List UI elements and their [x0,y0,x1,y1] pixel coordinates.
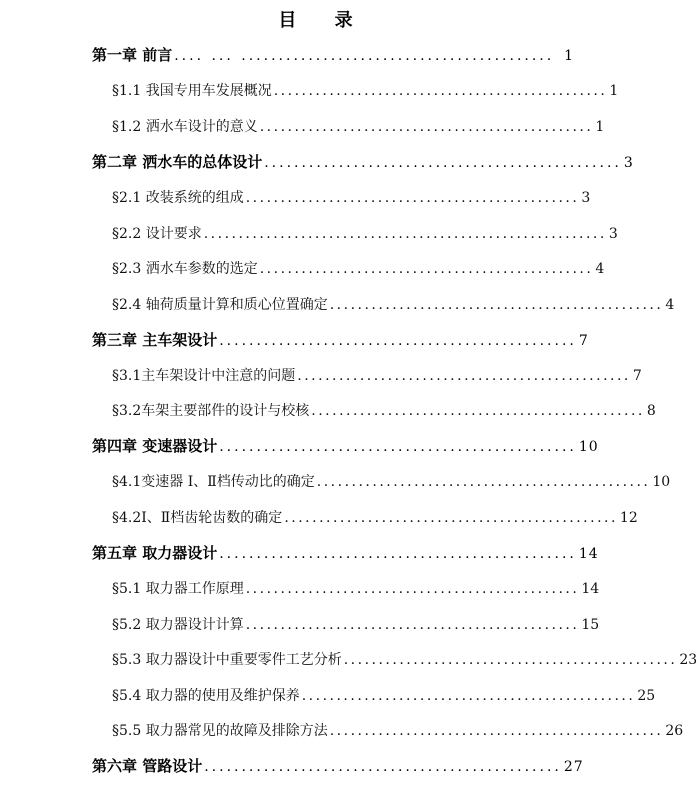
toc-leader-dots: ................................................ [329,723,664,739]
toc-entry-label: §4.1变速器 Ⅰ、Ⅱ档传动比的确定 [112,474,315,490]
toc-page-number: 8 [646,403,656,419]
toc-section-1-2[interactable] [112,116,605,136]
toc-page-number: 27 [563,759,584,775]
toc-leader-dots: ................................................ [219,439,577,455]
toc-leader-dots: .......................................................... [203,226,607,242]
toc-leader-dots: ................................................ [259,119,594,135]
toc-entry-label: 第一章 前言 [92,46,173,64]
toc-page-number: 10 [578,439,599,455]
toc-entry-label: 第二章 洒水车的总体设计 [92,153,263,171]
toc-page-number: 3 [608,226,618,242]
toc-leader-dots: ................................................ [301,688,636,704]
toc-entry-label: §5.4 取力器的使用及维护保养 [112,688,300,704]
toc-section-2-3[interactable] [112,258,605,278]
toc-leader-dots: ................................................ [311,403,645,419]
toc-page-number: 1 [595,119,605,135]
toc-page-number: 26 [665,723,684,739]
toc-chapter-1[interactable] [92,44,574,65]
toc-page-number: 7 [632,368,642,384]
toc-page-number: 14 [581,581,600,597]
toc-section-5-5[interactable] [112,720,684,740]
toc-entry-label: 第三章 主车架设计 [92,331,218,349]
toc-entry-label: §1.1 我国专用车发展概况 [112,83,272,99]
toc-page-number: 1 [564,48,574,64]
toc-chapter-4[interactable] [92,435,599,456]
toc-page-number: 3 [623,155,634,171]
toc-section-4-1[interactable] [112,471,671,491]
toc-leader-dots: ................................................ [259,261,594,277]
toc-entry-label: §5.5 取力器常见的故障及排除方法 [112,723,328,739]
toc-entry-label: §5.3 取力器设计中重要零件工艺分析 [112,652,342,668]
toc-leader-dots: ................................................ [284,510,618,526]
toc-entry-label: §1.2 洒水车设计的意义 [112,119,258,135]
toc-section-3-2[interactable] [112,400,656,420]
toc-leader-dots: ................................................ [329,297,664,313]
toc-chapter-2[interactable] [92,151,634,172]
toc-page-number: 10 [652,474,671,490]
toc-leader-dots: ................................................ [264,155,622,171]
toc-entry-label: §2.1 改装系统的组成 [112,190,244,206]
toc-leader-dots: ................................................ [204,759,562,775]
toc-entry-label: §3.2车架主要部件的设计与校核 [112,403,310,419]
toc-entry-label: §5.2 取力器设计计算 [112,617,244,633]
toc-leader-dots: ................................................ [343,652,678,668]
toc-entry-label: 第六章 管路设计 [92,757,203,775]
toc-entry-label: 第五章 取力器设计 [92,544,218,562]
toc-section-1-1[interactable] [112,80,619,100]
toc-page-number: 3 [581,190,591,206]
toc-chapter-6[interactable] [92,755,584,776]
toc-leader-dots: ................................................ [316,474,651,490]
toc-page-number: 7 [578,333,589,349]
toc-page-number: 25 [637,688,656,704]
toc-leader-dots: ................................................ [245,617,580,633]
toc-page-number: 12 [619,510,638,526]
toc-section-2-4[interactable] [112,294,675,314]
toc-page-number: 23 [679,652,697,668]
toc-section-4-2[interactable] [112,507,638,527]
toc-entry-label: 第四章 变速器设计 [92,437,218,455]
toc-leader-dots: ................................................ [245,190,580,206]
toc-leader-dots: ................................................ [273,83,608,99]
toc-section-5-4[interactable] [112,685,656,705]
toc-page-number: 14 [578,546,599,562]
toc-leader-dots: .... ... .......................................... [174,48,555,64]
toc-leader-dots: ................................................ [219,546,577,562]
toc-page-number: 4 [595,261,605,277]
toc-entry-label: §4.2Ⅰ、Ⅱ档齿轮齿数的确定 [112,510,283,526]
toc-chapter-3[interactable] [92,329,589,350]
toc-section-5-2[interactable] [112,614,600,634]
toc-entry-label: §5.1 取力器工作原理 [112,581,244,597]
toc-page-number: 4 [665,297,675,313]
toc-entry-label: §3.1主车架设计中注意的问题 [112,368,296,384]
toc-title: 目 录 [278,10,369,31]
toc-section-5-1[interactable] [112,578,600,598]
toc-page-number: 1 [609,83,619,99]
toc-leader-dots: ................................................ [219,333,577,349]
toc-chapter-5[interactable] [92,542,599,563]
toc-section-5-3[interactable] [112,649,697,669]
toc-page-number: 15 [581,617,600,633]
toc-entry-label: §2.2 设计要求 [112,226,202,242]
toc-section-2-1[interactable] [112,187,591,207]
toc-leader-dots: ................................................ [245,581,580,597]
toc-entry-label: §2.4 轴荷质量计算和质心位置确定 [112,297,328,313]
toc-entry-label: §2.3 洒水车参数的选定 [112,261,258,277]
toc-leader-dots: ................................................ [297,368,631,384]
toc-section-2-2[interactable] [112,223,618,243]
toc-section-3-1[interactable] [112,365,642,385]
